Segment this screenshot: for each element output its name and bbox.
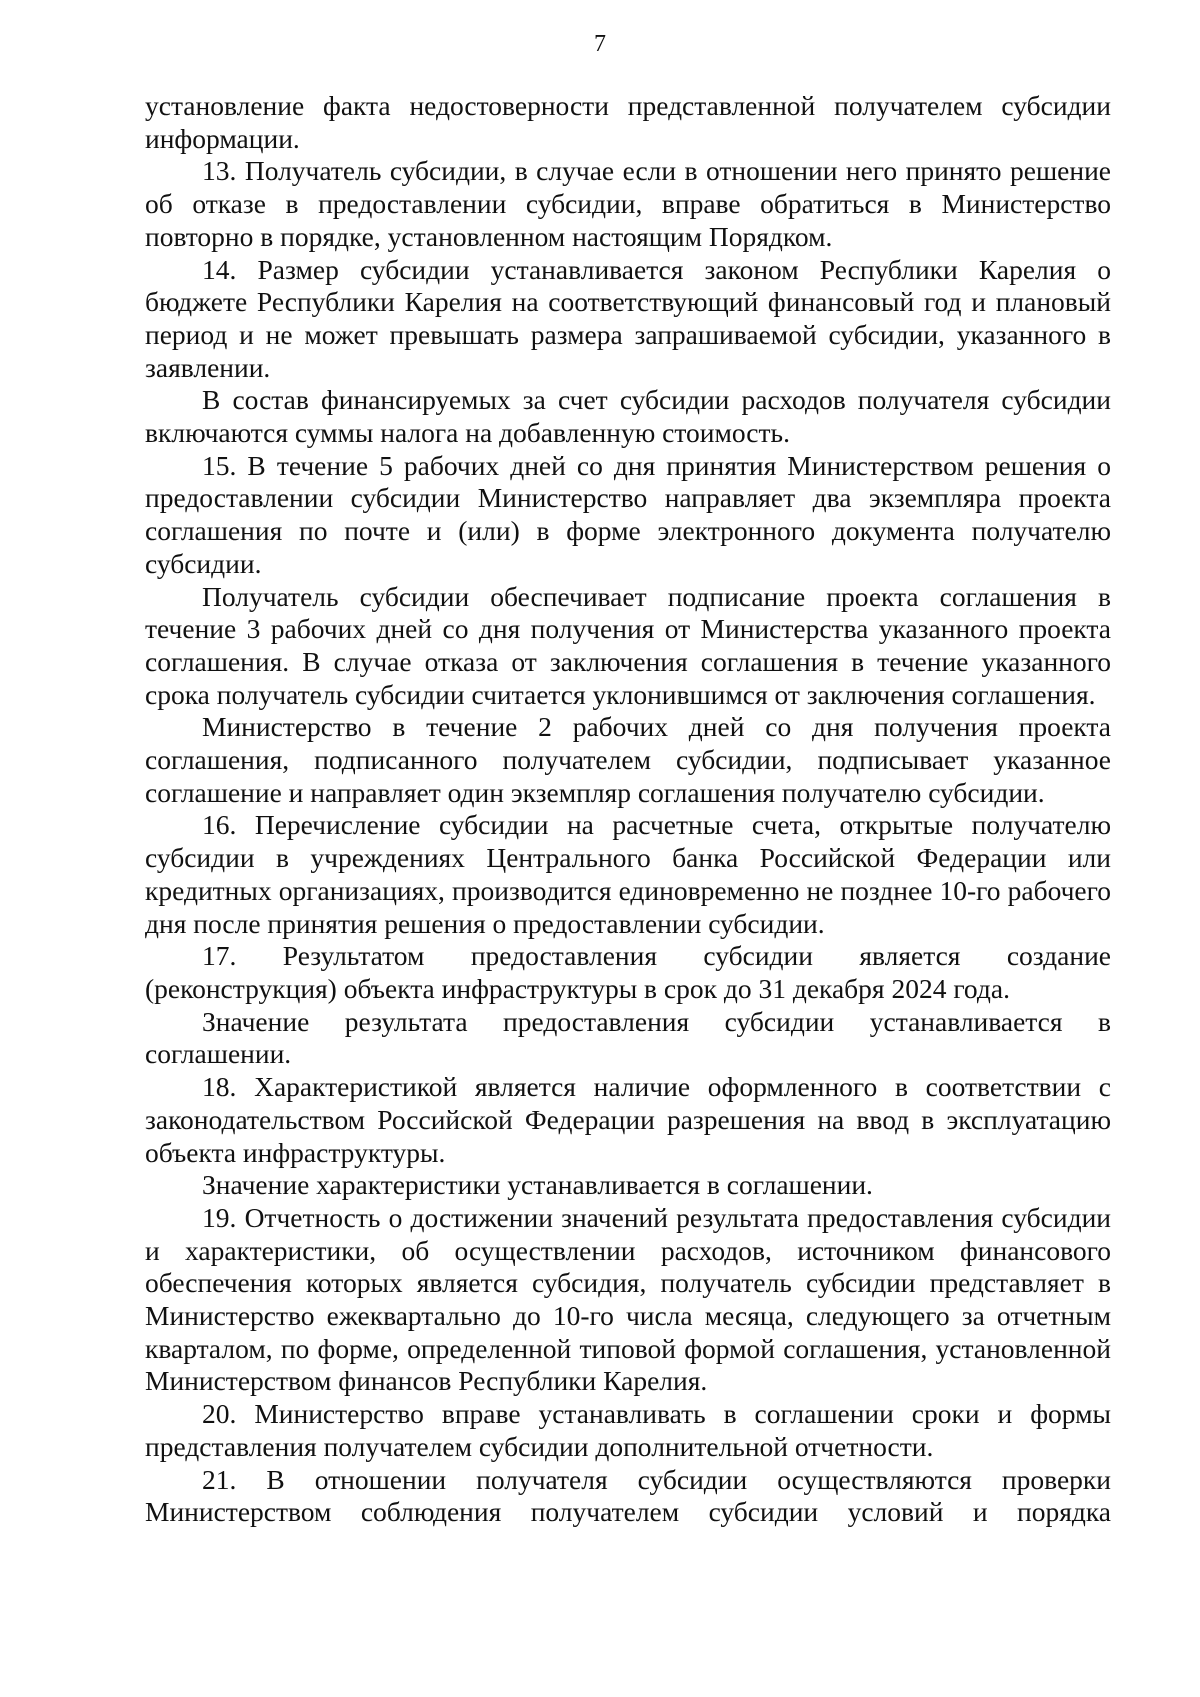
- paragraph-18-value: Значение характеристики устанавливается в соглашении.: [202, 1169, 873, 1201]
- paragraph-16: 16. Перечисление субсидии на расчетные счета, открытые получателю субсидии в учреждениях Центрального банка Российской Федерации или кредитных организациях, производится единовременно не позднее 10-го рабочего дня после принятия решения о предоставлении субсидии.: [145, 809, 1111, 939]
- paragraph-14-vat: В состав финансируемых за счет субсидии расходов получателя субсидии включаются суммы налога на добавленную стоимость.: [145, 384, 1111, 449]
- paragraph-14: 14. Размер субсидии устанавливается законом Республики Карелия о бюджете Республики Карелия на соответствующий финансовый год и плановый период и не может превышать размера запрашиваемой субсидии, указанного в заявлении.: [145, 253, 1111, 383]
- paragraph-19: 19. Отчетность о достижении значений результата предоставления субсидии и характеристики, об осуществлении расходов, источником финансового обеспечения которых является субсидия, получатель субсидии представляет в Министерство ежеквартально до 10-го числа месяца, следующего за отчетным кварталом, по форме, определенной типовой формой соглашения, установленной Министерством финансов Республики Карелия.: [145, 1201, 1111, 1397]
- paragraph-13: 13. Получатель субсидии, в случае если в отношении него принято решение об отказе в предоставлении субсидии, вправе обратиться в Министерство повторно в порядке, установленном настоящим Порядком.: [145, 155, 1111, 252]
- paragraph-20: 20. Министерство вправе устанавливать в соглашении сроки и формы представления получателем субсидии дополнительной отчетности.: [145, 1398, 1111, 1462]
- paragraph-18: 18. Характеристикой является наличие оформленного в соответствии с законодательством Российской Федерации разрешения на ввод в эксплуатацию объекта инфраструктуры.: [145, 1071, 1111, 1168]
- page-number: 7: [594, 31, 606, 57]
- paragraph-continuation: установление факта недостоверности представленной получателем субсидии информации.: [145, 90, 1111, 154]
- paragraph-15: 15. В течение 5 рабочих дней со дня принятия Министерством решения о предоставлении субсидии Министерство направляет два экземпляра проекта соглашения по почте и (или) в форме электронного документа получателю субсидии.: [145, 449, 1111, 579]
- document-body: [145, 90, 1111, 1529]
- paragraph-17: 17. Результатом предоставления субсидии является создание (реконструкция) объекта инфраструктуры в срок до 31 декабря 2024 года.: [145, 940, 1111, 1004]
- paragraph-15-signing: Получатель субсидии обеспечивает подписание проекта соглашения в течение 3 рабочих дней со дня получения от Министерства указанного проекта соглашения. В случае отказа от заключения соглашения в течение указанного срока получатель субсидии считается уклонившимся от заключения соглашения.: [145, 580, 1111, 710]
- paragraph-17-value: Значение результата предоставления субсидии устанавливается в соглашении.: [145, 1005, 1111, 1070]
- paragraph-21: 21. В отношении получателя субсидии осуществляются проверки Министерством соблюдения получателем субсидии условий и порядка: [145, 1463, 1111, 1528]
- paragraph-15-ministry: Министерство в течение 2 рабочих дней со дня получения проекта соглашения, подписанного получателем субсидии, подписывает указанное соглашение и направляет один экземпляр соглашения получателю субсидии.: [145, 711, 1111, 808]
